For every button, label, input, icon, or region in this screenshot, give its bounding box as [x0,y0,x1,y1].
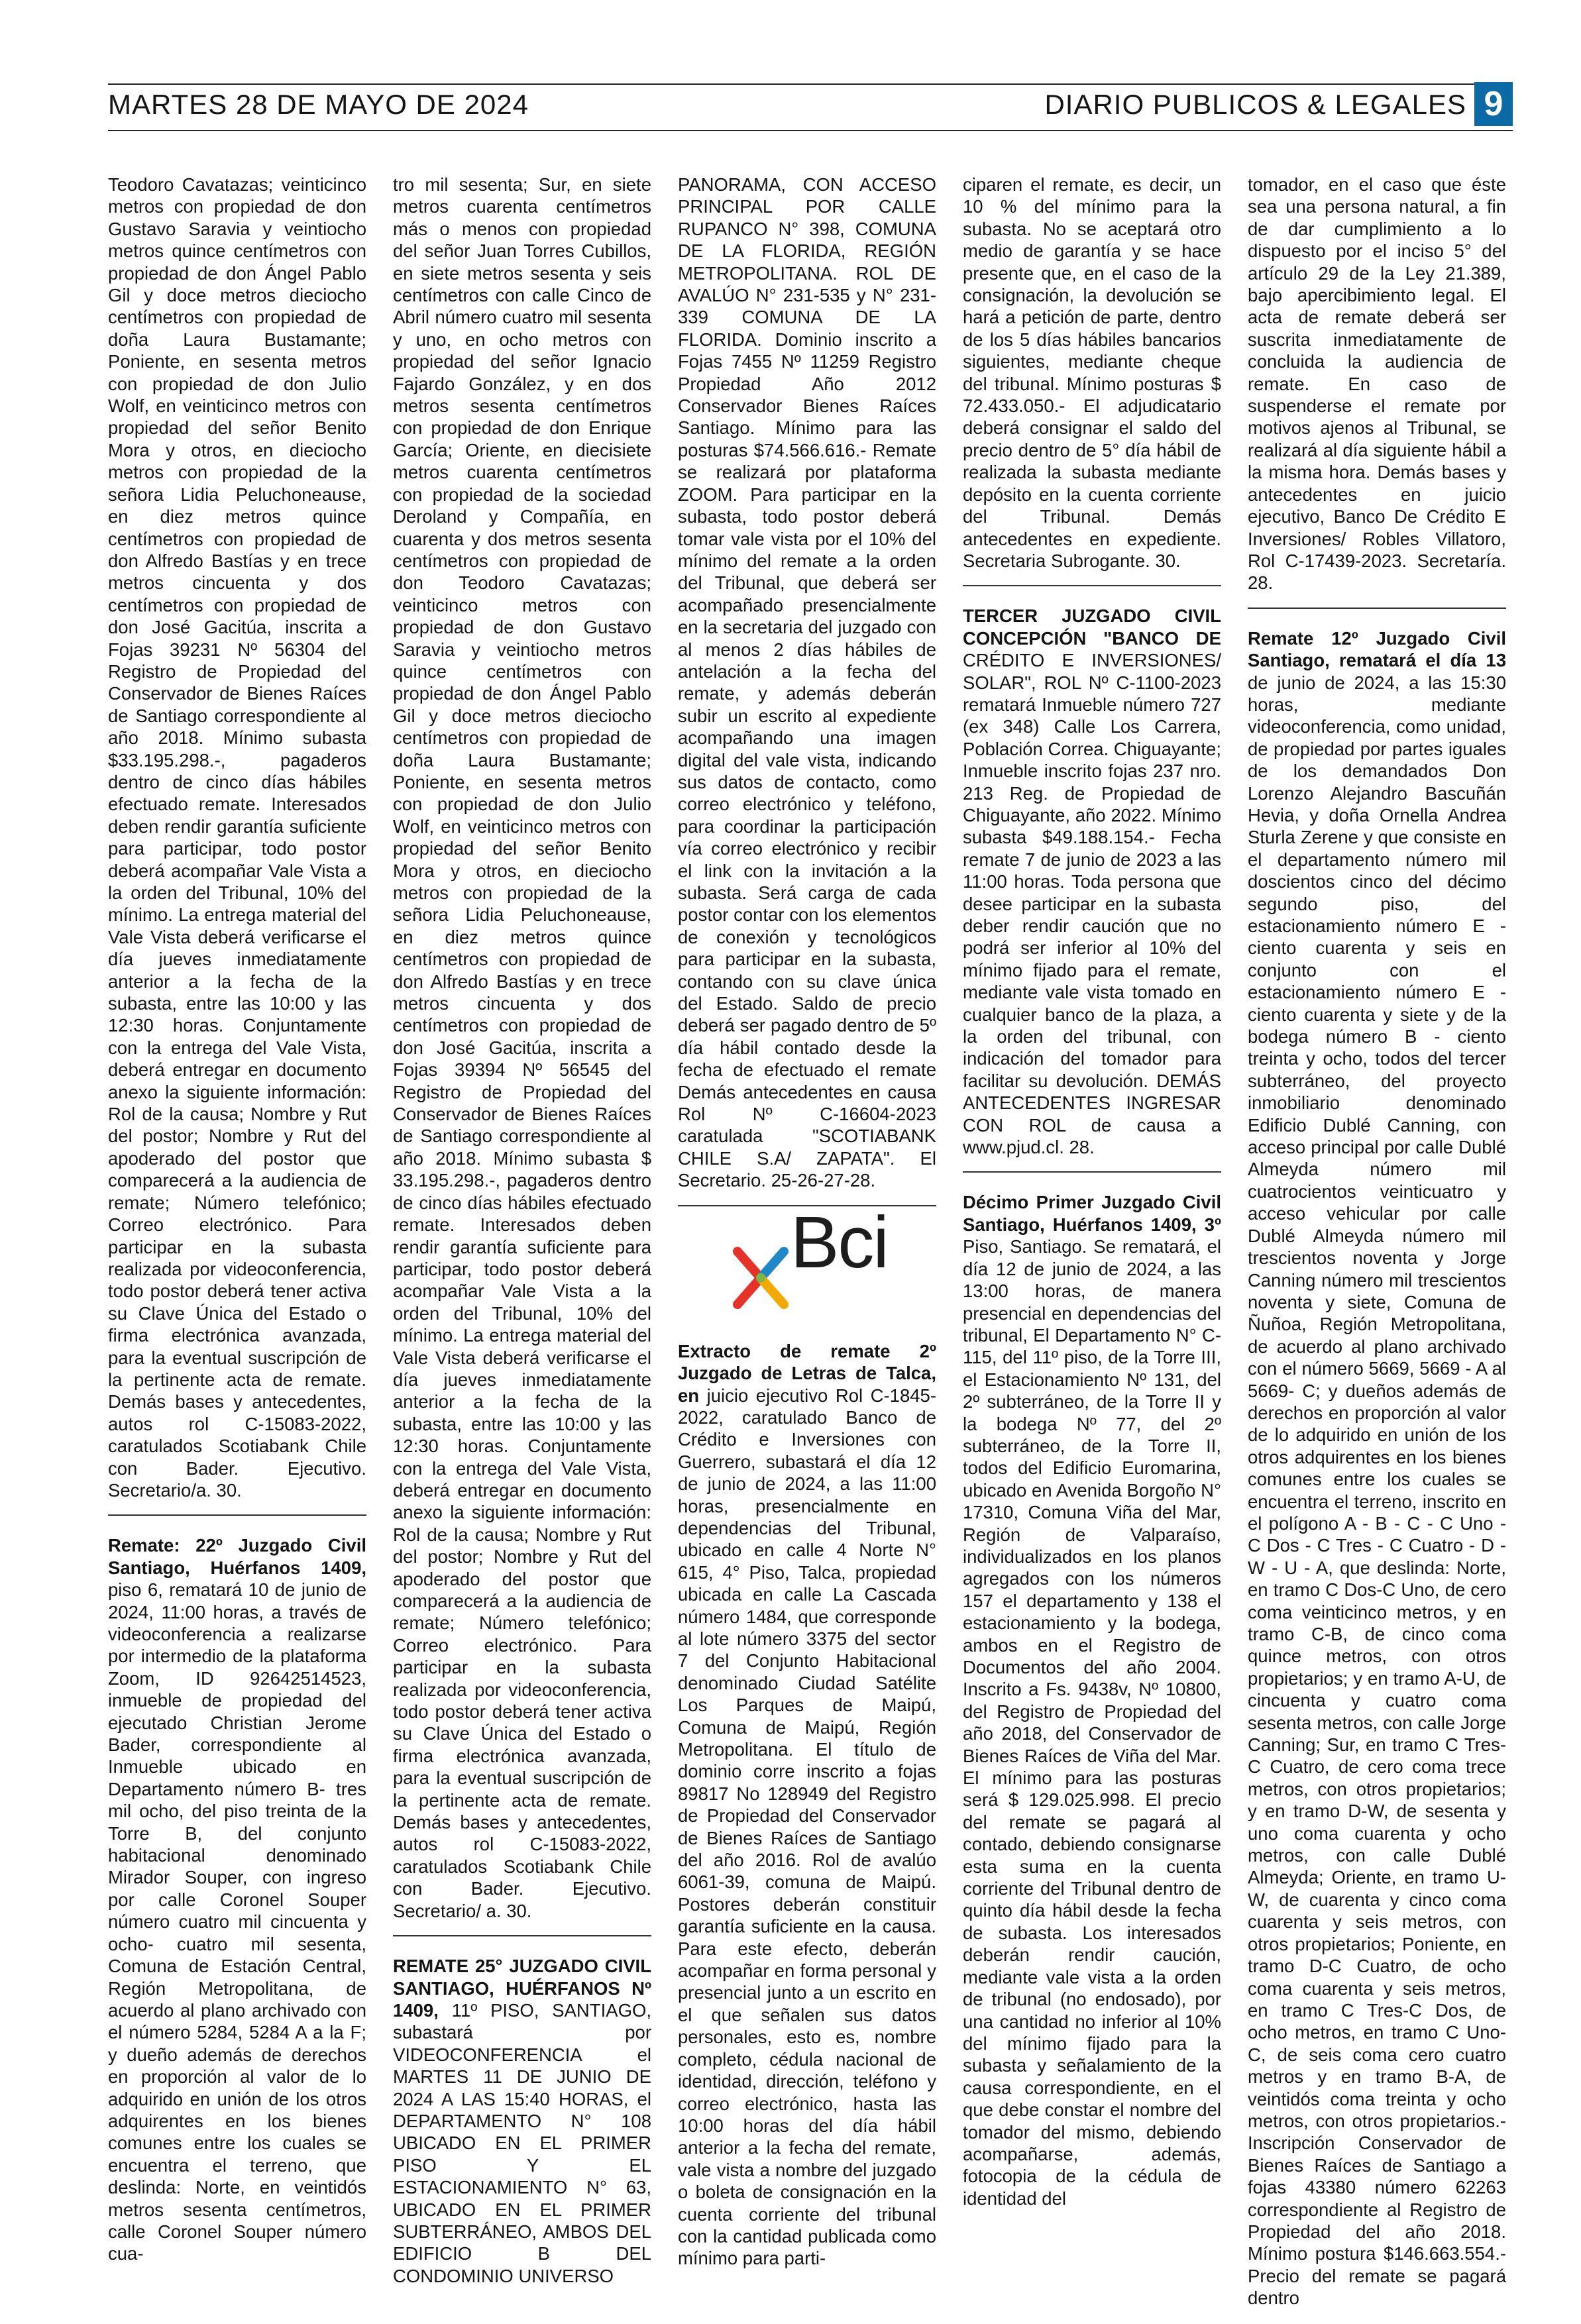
column-2 [393,174,651,2296]
notice-heading: Décimo Primer Juzgado Civil Santiago, Huérfanos 1409, 3º [963,1192,1221,1235]
notice-heading: TERCER JUZGADO CIVIL CONCEPCIÓN "BANCO DE [963,606,1221,649]
legal-notice [108,1534,366,2264]
legal-notice [393,1955,651,2287]
notice-heading: REMATE 25° JUZGADO CIVIL SANTIAGO, HUÉRFANOS Nº 1409, [393,1956,651,2021]
notice-separator [963,1171,1221,1173]
page-number-badge: 9 [1474,82,1513,126]
notice-continuation: Teodoro Cavatazas; veinticinco metros con propiedad de don Gustavo Saravia y veintiocho metros quince centímetros con propiedad de don Ángel Pablo Gil y doce metros dieciocho centímetros con propiedad de doña Laura Bustamante; Poniente, en sesenta metros con propiedad de don Julio Wolf, en veinticinco metros con propiedad del señor Benito Mora y otros, en dieciocho metros con propiedad de la señora Lidia Peluchoneause, en diez metros quince centímetros con propiedad de don Alfredo Bastías y en trece metros cincuenta y dos centímetros con propiedad de don José Gacitúa, inscrita a Fojas 39231 Nº 56304 del Registro de Propiedad del Conservador de Bienes Raíces de Santiago correspondiente al año 2018. Mínimo subasta $33.195.298.-, pagaderos dentro de cinco días hábiles efectuado remate. Interesados deben rendir garantía suficiente para participar, todo postor deberá acompañar Vale Vista a la orden del Tribunal, 10% del mínimo. La entrega material del Vale Vista deberá verificarse el día jueves inmediatamente anterior a la fecha de la subasta, entre las 10:00 y las 12:30 horas. Conjuntamente con la entrega del Vale Vista, deberá entregar en documento anexo la siguiente información: Rol de la causa; Nombre y Rut del postor; Nombre y Rut del apoderado del postor que comparecerá a la audiencia de remate; Número telefónico; Correo electrónico. Para participar en la subasta realizada por videoconferencia, todo postor deberá tener activa su Clave Única del Estado o firma electrónica avanzada, para la eventual suscripción de la pertinente acta de remate. Demás bases y antecedentes, autos rol C-15083-2022, caratulados Scotiabank Chile con Bader. Ejecutivo. Secretario/a. 30. [108,174,366,1501]
bci-logo-icon [731,1245,790,1311]
notice-body: de junio de 2024, a las 15:30 horas, mediante videoconferencia, como unidad, de propiedad por partes iguales de los demandados Don Lorenzo Alejandro Bascuñán Hevia, y doña Ornella Andrea Sturla Zerene y que consiste en el departamento número mil doscientos cinco del décimo segundo piso, del estacionamiento número E - ciento cuarenta y seis en conjunto con el estacionamiento número E - ciento cuarenta y siete y de la bodega número B - ciento treinta y ocho, todos del tercer subterráneo, del proyecto inmobiliario denominado Edificio Dublé Canning, con acceso principal por calle Dublé Almeyda número mil cuatrocientos veinticuatro y acceso vehicular por calle Dublé Almeyda número mil trescientos noventa y Jorge Canning número mil trescientos noventa y siete, Comuna de Ñuñoa, Región Metropolitana, de acuerdo al plano archivado con el número 5669, 5669 - A al 5669- C; y dueños además de derechos en proporción al valor de lo adquirido en unión de los otros adquirentes en los bienes comunes entre los cuales se encuentra el terreno, inscrito en el polígono A - B - C - C Uno - C Dos - C Tres - C Cuatro - D - W - U - A, que deslinda: Norte, en tramo C Dos-C Uno, de cero coma veinticinco metros, y en tramo C-B, de cinco coma quince metros, con otros propietarios; y en tramo A-U, de cincuenta y cuatro coma sesenta metros, con calle Jorge Canning; Sur, en tramo C Tres-C Cuatro, de cero coma trece metros, con otros propietarios; y en tramo D-W, de sesenta y uno coma cuarenta y ocho metros, con calle Dublé Almeyda; Oriente, en tramo U-W, de cuarenta y cinco coma cuarenta y seis metros, con otros propietarios; Poniente, en tramo D-C Cuatro, de ocho coma cuarenta y seis metros, en tramo C Tres-C Dos, de ocho metros, en tramo C Uno-C, de seis coma cero cuatro metros y en tramo B-A, de veintidós coma treinta y ocho metros, con otros propietarios.- Inscripción Conservador de Bienes Raíces de Santiago a fojas 43380 número 62263 correspondiente al Registro de Propiedad del año 2018. Mínimo postura $146.663.554.- Precio del remate se pagará dentro [1248,672,1506,2309]
notice-body: piso 6, rematará 10 de junio de 2024, 11:00 horas, a través de videoconferencia a realizarse por intermedio de la plataforma Zoom, ID 92642514523, inmueble de propiedad del ejecutado Christian Jerome Bader, correspondiente al Inmueble ubicado en Departamento número B- tres mil ocho, del piso treinta de la Torre B, del conjunto habitacional denominado Mirador Souper, con ingreso por calle Coronel Souper número cuatro mil cincuenta y ocho- cuatro mil sesenta, Comuna de Estación Central, Región Metropolitana, de acuerdo al plano archivado con el número 5284, 5284 A a la F; y dueño además de derechos en proporción al valor de lo adquirido en unión de los otros adquirentes en los bienes comunes entre los cuales se encuentra el terreno, que deslinda: Norte, en veintidós metros sesenta centímetros, calle Coronel Souper número cua- [108,1579,366,2264]
legal-notice [963,1191,1221,2209]
issue-date: MARTES 28 DE MAYO DE 2024 [108,89,529,120]
column-5 [1248,174,1506,2319]
notice-body: CRÉDITO E INVERSIONES/ SOLAR", ROL Nº C-1100-2023 rematará Inmueble número 727 (ex 348) Calle Los Carrera, Población Correa. Chiguayante; Inmueble inscrito fojas 237 nro. 213 Reg. de Propiedad de Chiguayante, año 2022. Mínimo subasta $49.188.154.- Fecha remate 7 de junio de 2023 a las 11:00 horas. Toda persona que desee participar en la subasta deber rendir caución que no podrá ser inferior al 10% del mínimo fijado para el remate, mediante vale vista tomado en cualquier banco de la plaza, a la orden del tribunal, con indicación del tomador para facilitar su devolución. DEMÁS ANTECEDENTES INGRESAR CON ROL de causa a www.pjud.cl. 28. [963,650,1221,1158]
bci-logo-text: Bci [790,1201,888,1283]
notice-body: juicio ejecutivo Rol C-1845-2022, caratulado Banco de Crédito e Inversiones con Guerrero, subastará el día 12 de junio de 2024, a las 11:00 horas, presencialmente en dependencias del Tribunal, ubicado en calle 4 Norte N° 615, 4° Piso, Talca, propiedad ubicada en calle La Cascada número 1484, que corresponde al lote número 3375 del sector 7 del Conjunto Habitacional denominado Ciudad Satélite Los Parques de Maipú, Comuna de Maipú, Región Metropolitana. El título de dominio corre inscrito a fojas 89817 No 128949 del Registro de Propiedad del Conservador de Bienes Raíces de Santiago del año 2016. Rol de avalúo 6061-39, comuna de Maipú. Postores deberán constituir garantía suficiente en la causa. Para este efecto, deberán acompañar en forma personal y presencial junto a un escrito en el que señalen sus datos personales, esto es, nombre completo, cédula nacional de identidad, dirección, teléfono y correo electrónico, hasta las 10:00 horas del día hábil anterior a la fecha del remate, vale vista a nombre del juzgado o boleta de consignación en la cuenta corriente del tribunal con la cantidad publicada como mínimo para parti- [678,1385,936,2269]
legal-notice [1248,627,1506,2309]
legal-notice [678,1340,936,2270]
header-rule [108,130,1513,131]
column-3 [678,174,936,2279]
notice-continuation: PANORAMA, CON ACCESO PRINCIPAL POR CALLE RUPANCO N° 398, COMUNA DE LA FLORIDA, REGIÓN METROPOLITANA. ROL DE AVALÚO N° 231-535 y N° 231-339 COMUNA DE LA FLORIDA. Dominio inscrito a Fojas 7455 Nº 11259 Registro Propiedad Año 2012 Conservador Bienes Raíces Santiago. Mínimo para las posturas $74.566.616.- Remate se realizará por plataforma ZOOM. Para participar en la subasta, todo postor deberá tomar vale vista por el 10% del mínimo del remate a la orden del Tribunal, que deberá ser acompañado presencialmente en la secretaria del juzgado con al menos 2 días hábiles de antelación a la fecha del remate, y además deberán subir un escrito al expediente acompañando una imagen digital del vale vista, indicando sus datos de contacto, como correo electrónico y teléfono, para coordinar la participación vía correo electrónico y recibir el link con la invitación a la subasta. Será carga de cada postor contar con los elementos de conexión y tecnológicos para participar en la subasta, contando con su clave única del Estado. Saldo de precio deberá ser pagado dentro de 5º día hábil contado desde la fecha de efectuado el remate Demás antecedentes en causa Rol Nº C-16604-2023 caratulada "SCOTIABANK CHILE S.A/ ZAPATA". El Secretario. 25-26-27-28. [678,174,936,1191]
notice-heading: Extracto de remate 2º Juzgado de Letras de Talca, en [678,1340,936,1406]
notice-body: Piso, Santiago. Se rematará, el día 12 de junio de 2024, a las 13:00 horas, de manera presencial en dependencias del tribunal, El Departamento N° C-115, del 11º piso, de la Torre III, el Estacionamiento Nº 131, del 2º subterráneo, de la Torre II y la bodega Nº 77, del 2º subterráneo, de la Torre II, todos del Edificio Euromarina, ubicado en Avenida Borgoño N° 17310, Comuna Viña del Mar, Región de Valparaíso, individualizados en los planos agregados con los números 157 el departamento y 138 el estacionamiento y la bodega, ambos en el Registro de Documentos del año 2004. Inscrito a Fs. 9438v, Nº 10800, del Registro de Propiedad del año 2018, del Conservador de Bienes Raíces de Viña del Mar. El mínimo para las posturas será $ 129.025.998. El precio del remate se pagará al contado, debiendo consignarse esta suma en la cuenta corriente del Tribunal dentro de quinto día hábil desde la fecha de subasta. Los interesados deberán rendir caución, mediante vale vista a la orden de tribunal (no endosado), por una cantidad no inferior al 10% del mínimo fijado para la subasta y señalamiento de la causa correspondiente, en el que debe constar el nombre del tomador del mismo, debiendo acompañarse, además, fotocopia de la cédula de identidad del [963,1236,1221,2209]
notice-body: 11º PISO, SANTIAGO, subastará por VIDEOCONFERENCIA el MARTES 11 DE JUNIO DE 2024 A LAS 15:40 HORAS, el DEPARTAMENTO N° 108 UBICADO EN EL PRIMER PISO Y EL ESTACIONAMIENTO N° 63, UBICADO EN EL PRIMER SUBTERRÁNEO, AMBOS DEL EDIFICIO B DEL CONDOMINIO UNIVERSO [393,1999,651,2286]
notice-separator [108,1514,366,1516]
column-1 [108,174,366,2274]
notice-continuation: tro mil sesenta; Sur, en siete metros cuarenta centímetros más o menos con propiedad del señor Juan Torres Cubillos, en siete metros sesenta y seis centímetros con calle Cinco de Abril número cuatro mil sesenta y uno, en ocho metros con propiedad del señor Ignacio Fajardo González, y en dos metros sesenta centímetros con propiedad de don Enrique García; Oriente, en diecisiete metros cuarenta centímetros con propiedad de la sociedad Deroland y Compañía, en cuarenta y dos metros sesenta centímetros con propiedad de don Teodoro Cavatazas; veinticinco metros con propiedad de don Gustavo Saravia y veintiocho metros quince centímetros con propiedad de don Ángel Pablo Gil y doce metros dieciocho centímetros con propiedad de doña Laura Bustamante; Poniente, en sesenta metros con propiedad de don Julio Wolf, en veinticinco metros con propiedad del señor Benito Mora y otros, en dieciocho metros con propiedad de la señora Lidia Peluchoneause, en diez metros quince centímetros con propiedad de don Alfredo Bastías y en trece metros cincuenta y dos centímetros con propiedad de don José Gacitúa, inscrita a Fojas 39394 Nº 56545 del Registro de Propiedad del Conservador de Bienes Raíces de Santiago correspondiente al año 2018. Mínimo subasta $ 33.195.298.-, pagaderos dentro de cinco días hábiles efectuado remate. Interesados deben rendir garantía suficiente para participar, todo postor deberá acompañar Vale Vista a la orden del Tribunal, 10% del mínimo. La entrega material del Vale Vista deberá verificarse el día jueves inmediatamente anterior a la fecha de la subasta, entre las 10:00 y las 12:30 horas. Conjuntamente con la entrega del Vale Vista, deberá entregar en documento anexo la siguiente información: Rol de la causa; Nombre y Rut del postor; Nombre y Rut del apoderado del postor que comparecerá a la audiencia de remate; Número telefónico; Correo electrónico. Para participar en la subasta realizada por videoconferencia, todo postor deberá tener activa su Clave Única del Estado o firma electrónica avanzada, para la eventual suscripción de la pertinente acta de remate. Demás bases y antecedentes, autos rol C-15083-2022, caratulados Scotiabank Chile con Bader. Ejecutivo. Secretario/ a. 30. [393,174,651,1921]
notice-continuation: ciparen el remate, es decir, un 10 % del mínimo para la subasta. No se aceptará otro medio de garantía y se hace presente que, en el caso de la consignación, la devolución se hará a petición de parte, dentro de los 5 días hábiles bancarios siguientes, mediante cheque del tribunal. Mínimo posturas $ 72.433.050.- El adjudicatario deberá consignar el saldo del precio dentro de 5° día hábil de realizada la subasta mediante depósito en la cuenta corriente del Tribunal. Demás antecedentes en expediente. Secretaria Subrogante. 30. [963,174,1221,571]
column-4 [963,174,1221,2219]
page-header [108,85,1513,131]
bci-logo [678,1201,936,1324]
notice-separator [963,585,1221,586]
legal-notice [963,605,1221,1158]
notice-heading: Remate: 22º Juzgado Civil Santiago, Huérfanos 1409, [108,1535,366,1578]
section-title: DIARIO PUBLICOS & LEGALES [1044,89,1466,120]
notice-heading: Remate 12º Juzgado Civil Santiago, rematará el día 13 [1248,627,1506,671]
notice-separator [393,1935,651,1936]
notice-separator [1248,607,1506,609]
notice-continuation: tomador, en el caso que éste sea una persona natural, a fin de dar cumplimiento a lo dispuesto por el inciso 5° del artículo 29 de la Ley 21.389, bajo apercibimiento legal. El acta de remate deberá ser suscrita inmediatamente de concluida la audiencia de remate. En caso de suspenderse el remate por motivos ajenos al Tribunal, se realizará al día siguiente hábil a la misma hora. Demás bases y antecedentes en juicio ejecutivo, Banco De Crédito E Inversiones/ Robles Villatoro, Rol C-17439-2023. Secretaría. 28. [1248,174,1506,594]
